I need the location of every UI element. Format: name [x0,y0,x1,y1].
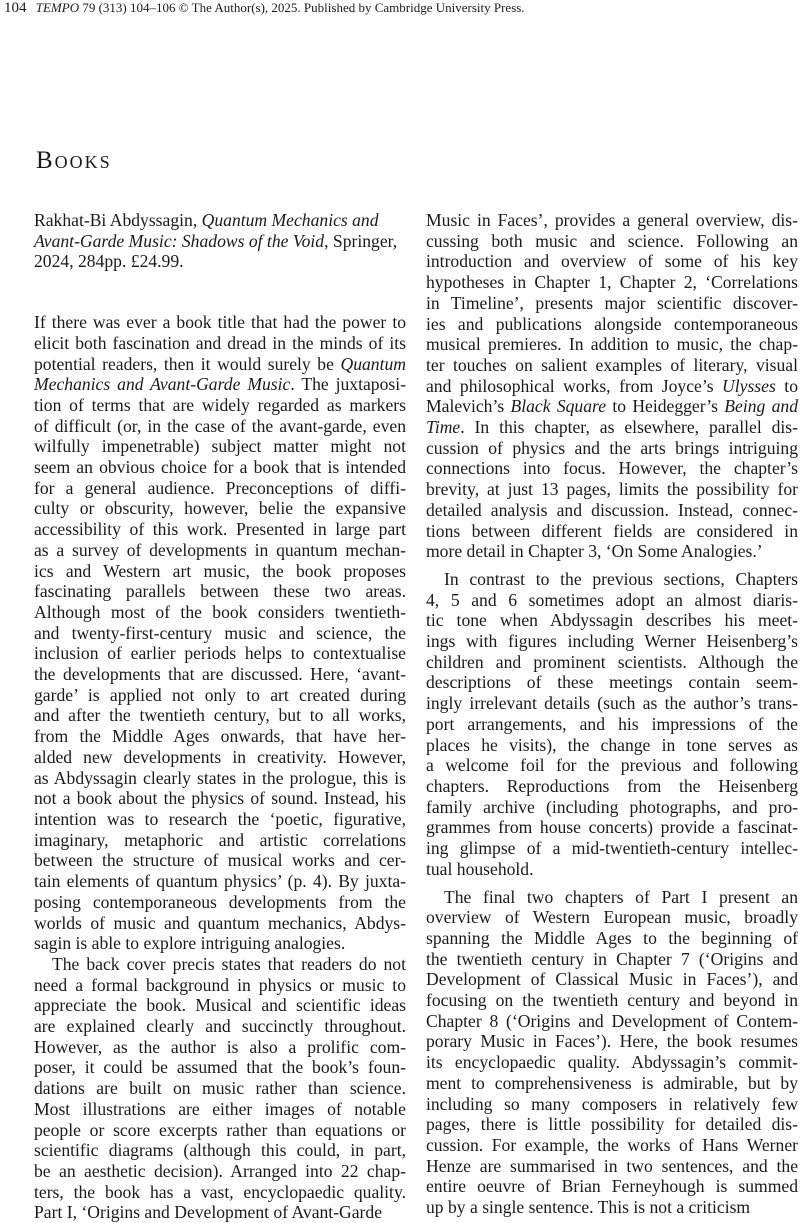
citation-info: 79 (313) 104–106 © The Author(s), 2025. Published by Cambridge University Press. [82,0,525,15]
text-line: a welcome foil for the previous and following [426,755,798,776]
text-line: ters, the book has a vast, encyclopaedic quality. [34,1181,406,1202]
text-line: spanning the Middle Ages to the beginning of [426,927,798,948]
paragraph [426,569,798,880]
text-line: wilfully impenetrable) subject matter might not [34,436,406,457]
text-line: ics and Western art music, the book proposes [34,560,406,581]
text-line: Part I, ‘Origins and Development of Avant-Garde [34,1202,383,1223]
page-number: 104 [4,0,27,16]
text-line: 4, 5 and 6 sometimes adopt an almost diaris- [426,589,798,610]
text-line: Mechanics and Avant-Garde Music. The juxtaposi- [34,374,406,395]
paragraph [426,210,798,562]
text-line: are explained clearly and succinctly throughout. [34,1016,406,1037]
text-line: Chapter 8 (‘Origins and Development of Contem- [426,1010,798,1031]
paragraph [34,954,406,1223]
text-line: pages, there is little possibility for detailed dis- [426,1114,798,1135]
text-line: chapters. Reproductions from the Heisenberg [426,775,798,796]
text-line: places he visits), the change in tone serves as [426,734,798,755]
text-line: as a survey of developments in quantum mechan- [34,539,406,560]
text-line: poser, it could be assumed that the book’s foun- [34,1057,406,1078]
text-line: Malevich’s Black Square to Heidegger’s Being and [426,396,799,417]
text-line: posing contemporaneous developments from the [34,891,406,912]
text-line: connections into focus. However, the chapter’s [426,458,798,479]
text-line: porary Music in Faces’). Here, the book resumes [426,1031,798,1052]
text-line: accessibility of this work. Presented in large part [34,519,406,540]
text-line: and philosophical works, from Joyce’s Ulysses to [426,375,798,396]
text-line: more detail in Chapter 3, ‘On Some Analogies.’ [426,541,763,562]
text-line: tic tone when Abdyssagin describes his meet- [426,610,798,631]
text-line: dations are built on music rather than science. [34,1078,406,1099]
text-line: In contrast to the previous sections, Chapters [444,568,798,589]
text-line: ies and publications alongside contemporaneous [426,313,798,334]
text-line: from the Middle Ages onwards, that have her- [34,726,406,747]
text-line: sagin is able to explore intriguing analogies. [34,933,346,954]
text-line: up by a single sentence. This is not a criticism [426,1197,751,1218]
text-line: the developments that are discussed. Here, ‘avant- [34,664,406,685]
text-line: intention was to research the ‘poetic, figurative, [34,808,406,829]
text-line: entire oeuvre of Brian Ferneyhough is summed [426,1176,798,1197]
left-column [34,210,406,1223]
text-line: Most illustrations are either images of notable [34,1098,406,1119]
text-line: grammes from house concerts) provide a fascinat- [426,817,798,838]
text-line: ment to comprehensiveness is admirable, but by [426,1072,798,1093]
text-line: tain elements of quantum physics’ (p. 4). By juxta- [34,871,406,892]
text-line: ing glimpse of a mid-twentieth-century intellec- [426,838,798,859]
text-line: cussion. For example, the works of Hans Werner [426,1134,798,1155]
text-line: be an aesthetic decision). Arranged into 22 chap- [34,1160,406,1181]
text-line: worlds of music and quantum mechanics, Abdys- [34,912,406,933]
book-citation [34,210,406,272]
text-line: seem an obvious choice for a book that is intended [34,457,406,478]
text-line: alded new developments in creativity. However, [34,746,406,767]
text-line: as Abdyssagin clearly states in the prologue, this is [34,767,406,788]
text-line: tual household. [426,858,534,879]
text-line: descriptions of these meetings contain seem- [426,672,798,693]
book-publication: , Springer, 2024, 284pp. £24.99. [34,230,398,272]
text-line: need a formal background in physics or music to [34,974,406,995]
text-line: Time. In this chapter, as elsewhere, parallel dis- [426,417,798,438]
text-line: overview of Western European music, broadly [426,907,798,928]
journal-name: TEMPO [35,0,80,15]
text-line: tions between different fields are considered in [426,520,798,541]
text-line: Henze are summarised in two sentences, and the [426,1155,798,1176]
text-line: garde’ is applied not only to art created during [34,684,406,705]
text-line: culty or obscurity, however, belie the expansive [34,498,406,519]
text-line: introduction and overview of some of his key [426,251,798,272]
text-line: the twentieth century in Chapter 7 (‘Origins and [426,948,798,969]
paragraph [426,887,798,1218]
text-line: Music in Faces’, provides a general overview, dis- [426,210,798,230]
text-line: brevity, at just 13 pages, limits the possibility for [426,479,798,500]
text-line: ter touches on salient examples of literary, visual [426,354,798,375]
text-line: detailed analysis and discussion. Instead, connec- [426,499,798,520]
text-line: imaginary, metaphoric and artistic correlations [34,829,406,850]
text-line: elicit both fascination and dread in the minds of its [34,332,406,353]
section-title: Books [36,147,112,174]
text-line: musical premieres. In addition to music, the chap- [426,334,798,355]
text-line: tion of terms that are widely regarded as markers [34,394,406,415]
text-line: hypotheses in Chapter 1, Chapter 2, ‘Correlations [426,272,798,293]
text-line: If there was ever a book title that had the power to [34,312,406,333]
text-line: focusing on the twentieth century and beyond in [426,990,798,1011]
text-line: ingly irrelevant details (such as the author’s trans- [426,693,798,714]
text-line: Although most of the book considers twentieth- [34,601,406,622]
text-line: family archive (including photographs, and pro- [426,796,798,817]
text-line: between the structure of musical works and cer- [34,850,406,871]
text-line: The final two chapters of Part I present an [444,886,798,907]
text-line: for a general audience. Preconceptions of diffi- [34,477,406,498]
text-line: people or score excerpts rather than equations or [34,1119,406,1140]
text-line: port arrangements, and his impressions of the [426,713,798,734]
text-line: However, as the author is also a prolific com- [34,1036,406,1057]
paragraph [34,312,406,954]
text-line: inclusion of earlier periods helps to contextualise [34,643,406,664]
text-line: cussion of physics and the arts brings intriguing [426,437,798,458]
text-line: and after the twentieth century, but to all works, [34,705,406,726]
text-line: ings with figures including Werner Heisenberg’s [426,631,798,652]
text-line: cussing both music and science. Following an [426,230,798,251]
text-line: not a book about the physics of sound. Instead, his [34,788,406,809]
book-author: Rakhat-Bi Abdyssagin, [34,210,198,230]
text-line: including so many composers in relatively few [426,1093,798,1114]
text-line: its encyclopaedic quality. Abdyssagin’s commit- [426,1052,798,1073]
text-line: appreciate the book. Musical and scientific ideas [34,995,406,1016]
running-head [4,0,525,16]
text-line: scientific diagrams (although this could, in part, [34,1140,406,1161]
text-line: The back cover precis states that readers do not [52,953,406,974]
text-line: in Timeline’, presents major scientific discover- [426,292,798,313]
right-column [426,210,798,1218]
book-title: Quantum Mechanics and Avant-Garde Music: Shadows of the Void [34,210,379,251]
text-line: and twenty-first-century music and science, the [34,622,406,643]
text-line: children and prominent scientists. Although the [426,651,798,672]
text-line: Development of Classical Music in Faces’), and [426,969,798,990]
text-line: potential readers, then it would surely be Quantum [34,353,406,374]
text-line: of difficult (or, in the case of the avant-garde, even [34,415,406,436]
text-line: fascinating parallels between these two areas. [34,581,406,602]
